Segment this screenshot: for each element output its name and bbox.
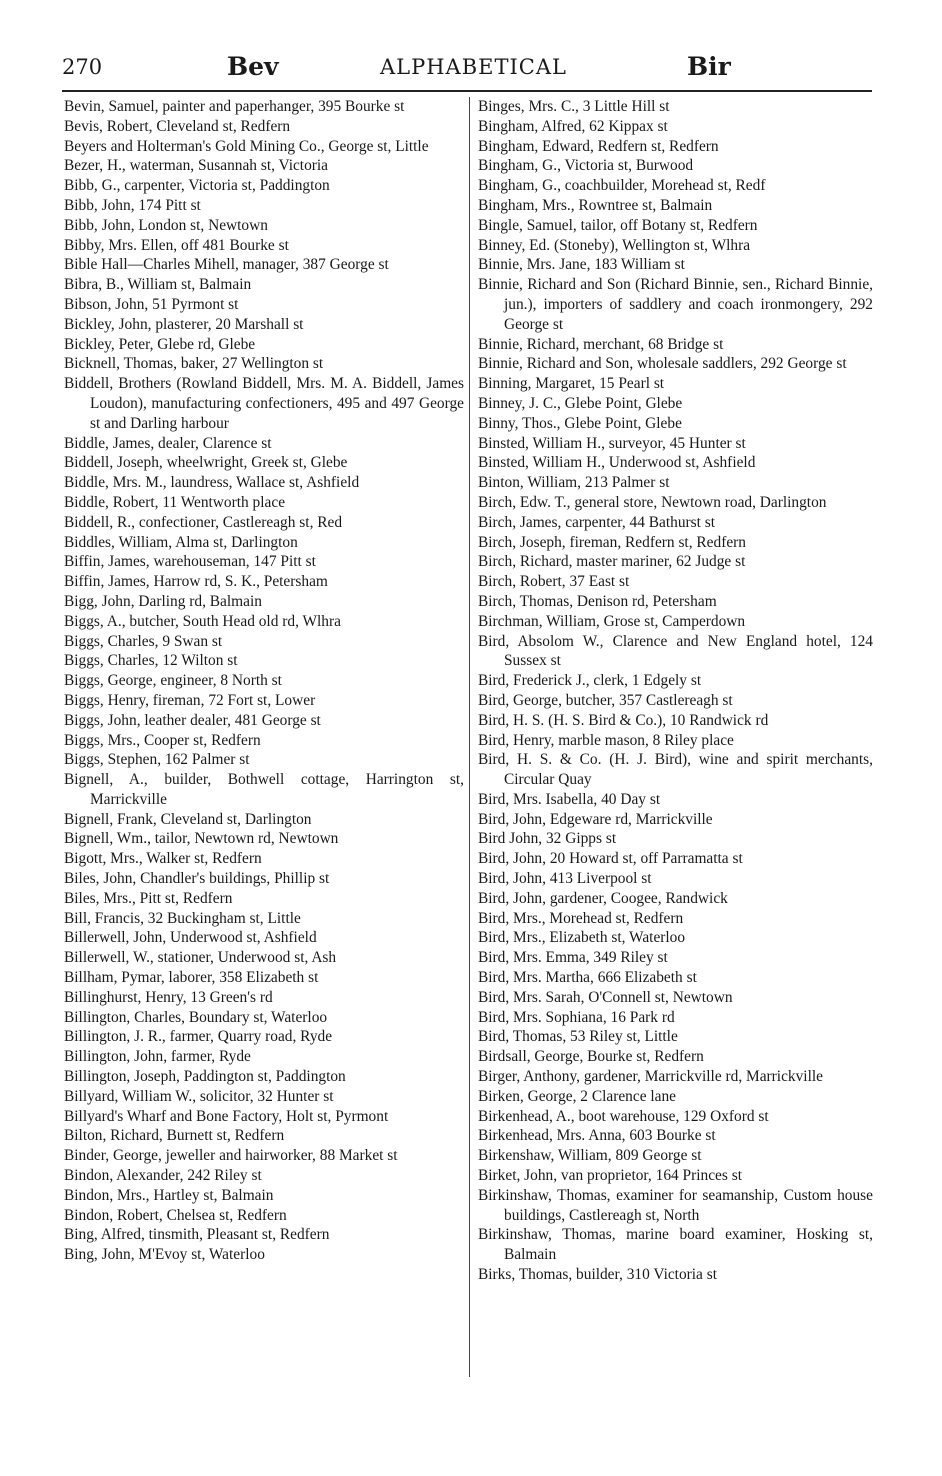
- directory-entry: Birdsall, George, Bourke st, Redfern: [478, 1048, 704, 1066]
- guide-word-left: Bev: [227, 52, 279, 81]
- directory-entry: Bird, Mrs. Emma, 349 Riley st: [478, 949, 668, 967]
- directory-entry: Binney, Ed. (Stoneby), Wellington st, Wlhra: [478, 236, 751, 254]
- directory-entry: Billham, Pymar, laborer, 358 Elizabeth st: [64, 969, 319, 987]
- directory-entry: Birch, James, carpenter, 44 Bathurst st: [478, 513, 716, 531]
- directory-entry: Bingham, G., Victoria st, Burwood: [478, 157, 694, 175]
- directory-entry: Billerwell, John, Underwood st, Ashfield: [64, 929, 317, 947]
- directory-entry: Bird, John, 413 Liverpool st: [478, 870, 652, 888]
- directory-entry: Billerwell, W., stationer, Underwood st, Ash: [64, 949, 337, 967]
- directory-entry: Billyard, William W., solicitor, 32 Hunter st: [64, 1087, 334, 1105]
- directory-entry: Binnie, Richard and Son (Richard Binnie, sen., Richard Binnie, jun.), importers of saddlery and coach ironmongery, 292 George st: [478, 276, 873, 333]
- directory-entry: Biddell, R., confectioner, Castlereagh st, Red: [64, 513, 343, 531]
- directory-entry: Billyard's Wharf and Bone Factory, Holt st, Pyrmont: [64, 1107, 389, 1125]
- directory-entry: Bill, Francis, 32 Buckingham st, Little: [64, 909, 301, 927]
- directory-entry: Bird, John, 20 Howard st, off Parramatta st: [478, 850, 743, 868]
- directory-entry: Binsted, William H., surveyor, 45 Hunter st: [478, 434, 746, 452]
- directory-entry: Bingham, G., coachbuilder, Morehead st, Redf: [478, 177, 766, 195]
- directory-entry: Bird, John, gardener, Coogee, Randwick: [478, 889, 728, 907]
- directory-entry: Biggs, Henry, fireman, 72 Fort st, Lower: [64, 691, 316, 709]
- directory-entry: Bird, H. S. & Co. (H. J. Bird), wine and spirit merchants, Circular Quay: [478, 751, 873, 789]
- directory-entry: Bibb, John, London st, Newtown: [64, 216, 268, 234]
- directory-entry: Binder, George, jeweller and hairworker, 88 Market st: [64, 1147, 398, 1165]
- directory-entry: Bicknell, Thomas, baker, 27 Wellington st: [64, 355, 324, 373]
- directory-entry: Binney, J. C., Glebe Point, Glebe: [478, 394, 683, 412]
- directory-entry: Bird, Henry, marble mason, 8 Riley place: [478, 731, 734, 749]
- page-number: 270: [62, 55, 103, 79]
- directory-entry: Bingham, Alfred, 62 Kippax st: [478, 117, 668, 135]
- directory-entry: Birch, Robert, 37 East st: [478, 573, 630, 591]
- directory-entry: Biddle, Robert, 11 Wentworth place: [64, 493, 286, 511]
- directory-entry: Bigott, Mrs., Walker st, Redfern: [64, 850, 262, 868]
- directory-entry: Billington, John, farmer, Ryde: [64, 1048, 251, 1066]
- directory-entry: Biggs, Charles, 9 Swan st: [64, 632, 223, 650]
- directory-entry: Bevis, Robert, Cleveland st, Redfern: [64, 117, 291, 135]
- directory-entry: Bird, Mrs. Sophiana, 16 Park rd: [478, 1008, 675, 1026]
- page-title: ALPHABETICAL: [380, 55, 567, 79]
- directory-entry: Bibra, B., William st, Balmain: [64, 276, 252, 294]
- directory-entry: Birkenhead, Mrs. Anna, 603 Bourke st: [478, 1127, 716, 1145]
- directory-entry: Bignell, Wm., tailor, Newtown rd, Newtown: [64, 830, 339, 848]
- directory-entry: Billington, Charles, Boundary st, Waterloo: [64, 1008, 328, 1026]
- directory-entry: Bindon, Alexander, 242 Riley st: [64, 1167, 262, 1185]
- page-header: [62, 52, 882, 88]
- directory-entry: Bindon, Robert, Chelsea st, Redfern: [64, 1206, 287, 1224]
- directory-entry: Bird, Mrs. Martha, 666 Elizabeth st: [478, 969, 697, 987]
- directory-entry: Birch, Joseph, fireman, Redfern st, Redfern: [478, 533, 746, 551]
- directory-entry: Bird, Frederick J., clerk, 1 Edgely st: [478, 672, 702, 690]
- directory-entry: Beyers and Holterman's Gold Mining Co., George st, Little: [64, 137, 429, 155]
- directory-entry: Bird, Mrs. Sarah, O'Connell st, Newtown: [478, 988, 733, 1006]
- directory-entry: Bingham, Mrs., Rowntree st, Balmain: [478, 196, 713, 214]
- directory-entry: Birger, Anthony, gardener, Marrickville rd, Marrickville: [478, 1068, 823, 1086]
- right-column: [478, 97, 873, 1285]
- directory-entry: Bird, H. S. (H. S. Bird & Co.), 10 Randwick rd: [478, 711, 769, 729]
- directory-entry: Billington, J. R., farmer, Quarry road, Ryde: [64, 1028, 333, 1046]
- directory-entry: Bezer, H., waterman, Susannah st, Victoria: [64, 157, 329, 175]
- directory-entry: Birken, George, 2 Clarence lane: [478, 1087, 677, 1105]
- directory-entry: Binnie, Mrs. Jane, 183 William st: [478, 256, 685, 274]
- directory-entry: Bibson, John, 51 Pyrmont st: [64, 295, 239, 313]
- directory-entry: Bird, Mrs. Isabella, 40 Day st: [478, 790, 661, 808]
- directory-entry: Binton, William, 213 Palmer st: [478, 474, 670, 492]
- directory-entry: Bibby, Mrs. Ellen, off 481 Bourke st: [64, 236, 289, 254]
- directory-entry: Birks, Thomas, builder, 310 Victoria st: [478, 1266, 717, 1284]
- directory-entry: Biggs, A., butcher, South Head old rd, Wlhra: [64, 612, 341, 630]
- directory-entry: Biddell, Brothers (Rowland Biddell, Mrs. M. A. Biddell, James Loudon), manufacturing confectioners, 495 and 497 George st and Darling harbour: [64, 375, 464, 432]
- directory-entry: Bird, Absolom W., Clarence and New England hotel, 124 Sussex st: [478, 632, 873, 670]
- directory-entry: Billington, Joseph, Paddington st, Paddington: [64, 1068, 346, 1086]
- directory-entry: Biggs, George, engineer, 8 North st: [64, 672, 282, 690]
- directory-entry: Biddles, William, Alma st, Darlington: [64, 533, 298, 551]
- directory-entry: Biggs, Mrs., Cooper st, Redfern: [64, 731, 261, 749]
- directory-entry: Biddle, Mrs. M., laundress, Wallace st, Ashfield: [64, 474, 360, 492]
- directory-entry: Binsted, William H., Underwood st, Ashfield: [478, 454, 756, 472]
- directory-entry: Bible Hall—Charles Mihell, manager, 387 George st: [64, 256, 389, 274]
- directory-entry: Bird, John, Edgeware rd, Marrickville: [478, 810, 713, 828]
- directory-entry: Billinghurst, Henry, 13 Green's rd: [64, 988, 273, 1006]
- directory-entry: Birch, Richard, master mariner, 62 Judge st: [478, 553, 746, 571]
- directory-entry: Bing, John, M'Evoy st, Waterloo: [64, 1246, 265, 1264]
- directory-entry: Biggs, Charles, 12 Wilton st: [64, 652, 238, 670]
- directory-entry: Birkenshaw, William, 809 George st: [478, 1147, 702, 1165]
- directory-entry: Bibb, John, 174 Pitt st: [64, 196, 201, 214]
- directory-entry: Bird John, 32 Gipps st: [478, 830, 617, 848]
- directory-entry: Bibb, G., carpenter, Victoria st, Paddington: [64, 177, 330, 195]
- directory-entry: Birkinshaw, Thomas, examiner for seamanship, Custom house buildings, Castlereagh st, North: [478, 1186, 873, 1224]
- directory-entry: Bird, George, butcher, 357 Castlereagh st: [478, 691, 733, 709]
- directory-entry: Biffin, James, Harrow rd, S. K., Petersham: [64, 573, 328, 591]
- directory-entry: Bird, Thomas, 53 Riley st, Little: [478, 1028, 678, 1046]
- directory-entry: Biles, John, Chandler's buildings, Phillip st: [64, 870, 330, 888]
- directory-entry: Biddell, Joseph, wheelwright, Greek st, Glebe: [64, 454, 348, 472]
- directory-entry: Binges, Mrs. C., 3 Little Hill st: [478, 98, 670, 115]
- directory-entry: Binnie, Richard, merchant, 68 Bridge st: [478, 335, 724, 353]
- directory-entry: Bingham, Edward, Redfern st, Redfern: [478, 137, 719, 155]
- directory-entry: Bilton, Richard, Burnett st, Redfern: [64, 1127, 285, 1145]
- directory-entry: Bickley, Peter, Glebe rd, Glebe: [64, 335, 256, 353]
- directory-entry: Bingle, Samuel, tailor, off Botany st, Redfern: [478, 216, 758, 234]
- directory-entry: Biggs, John, leather dealer, 481 George st: [64, 711, 321, 729]
- directory-entry: Bing, Alfred, tinsmith, Pleasant st, Redfern: [64, 1226, 330, 1244]
- directory-entry: Biles, Mrs., Pitt st, Redfern: [64, 889, 233, 907]
- directory-entry: Bevin, Samuel, painter and paperhanger, 395 Bourke st: [64, 98, 405, 115]
- directory-entry: Binnie, Richard and Son, wholesale saddlers, 292 George st: [478, 355, 847, 373]
- directory-entry: Birchman, William, Grose st, Camperdown: [478, 612, 746, 630]
- directory-entry: Birch, Thomas, Denison rd, Petersham: [478, 592, 717, 610]
- column-divider: [469, 97, 470, 1377]
- directory-entry: Bindon, Mrs., Hartley st, Balmain: [64, 1186, 274, 1204]
- directory-entry: Birch, Edw. T., general store, Newtown road, Darlington: [478, 493, 827, 511]
- directory-entry: Binny, Thos., Glebe Point, Glebe: [478, 414, 682, 432]
- directory-entry: Biffin, James, warehouseman, 147 Pitt st: [64, 553, 316, 571]
- directory-entry: Birkinshaw, Thomas, marine board examiner, Hosking st, Balmain: [478, 1226, 873, 1264]
- directory-entry: Biddle, James, dealer, Clarence st: [64, 434, 272, 452]
- directory-entry: Birkenhead, A., boot warehouse, 129 Oxford st: [478, 1107, 769, 1125]
- directory-entry: Bignell, Frank, Cleveland st, Darlington: [64, 810, 312, 828]
- directory-entry: Bird, Mrs., Morehead st, Redfern: [478, 909, 684, 927]
- directory-entry: Bird, Mrs., Elizabeth st, Waterloo: [478, 929, 686, 947]
- directory-entry: Binning, Margaret, 15 Pearl st: [478, 375, 665, 393]
- header-rule: [62, 90, 872, 92]
- directory-entry: Bignell, A., builder, Bothwell cottage, Harrington st, Marrickville: [64, 771, 464, 808]
- left-column: [64, 97, 464, 1265]
- directory-entry: Bickley, John, plasterer, 20 Marshall st: [64, 315, 304, 333]
- directory-entry: Bigg, John, Darling rd, Balmain: [64, 592, 262, 610]
- directory-entry: Biggs, Stephen, 162 Palmer st: [64, 751, 250, 769]
- directory-entry: Birket, John, van proprietor, 164 Princes st: [478, 1167, 742, 1185]
- guide-word-right: Bir: [687, 52, 731, 81]
